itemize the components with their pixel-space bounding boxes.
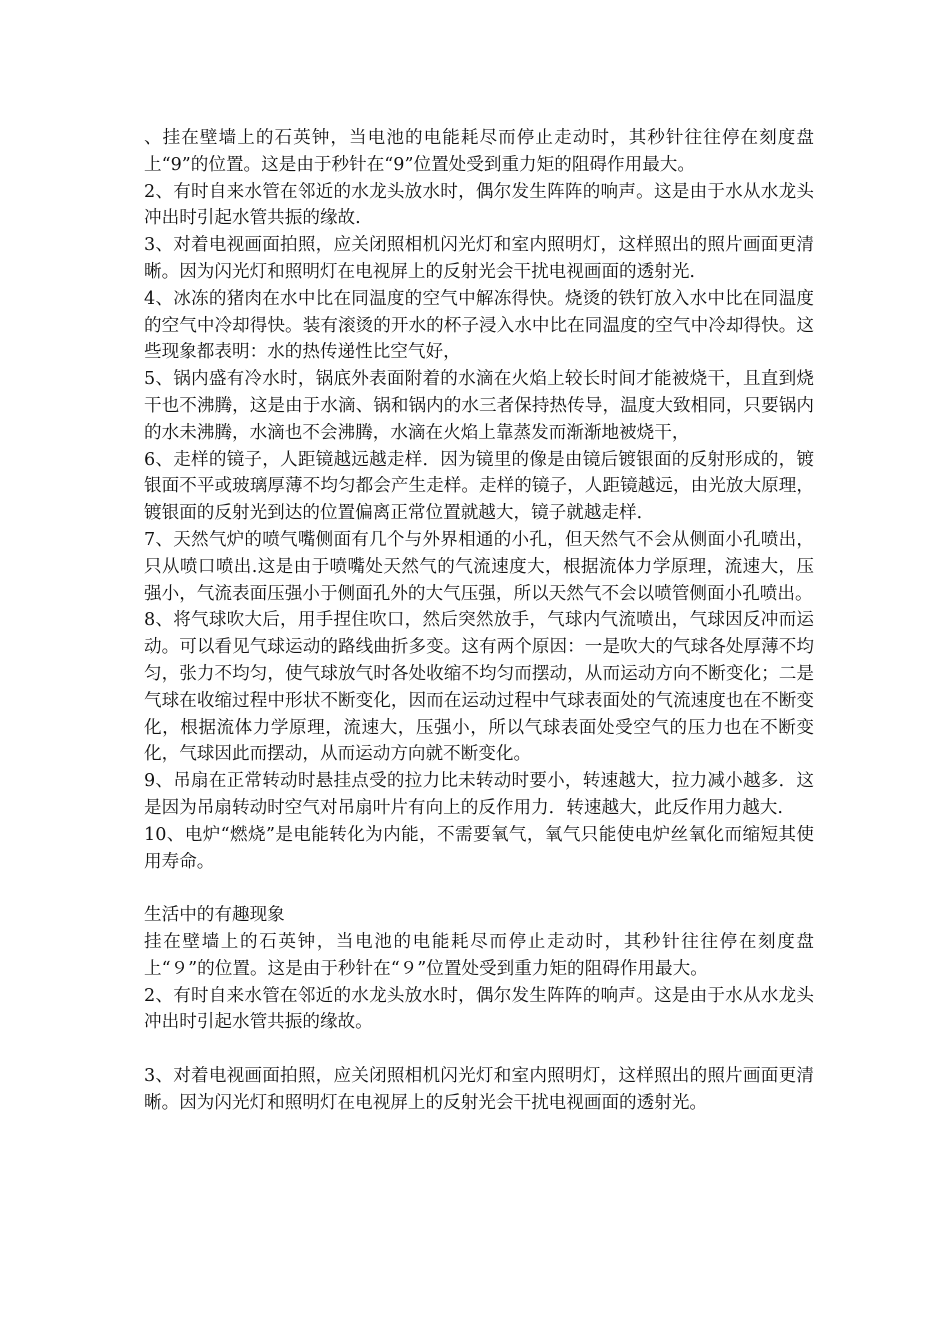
section-title: 生活中的有趣现象 [144, 905, 285, 926]
section-paragraph-3: 3、对着电视画面拍照，应关闭照相机闪光灯和室内照明灯，这样照出的照片画面更清晰。因为闪光灯和照明灯在电视屏上的反射光会干扰电视画面的透射光。 [144, 1065, 814, 1113]
section-paragraph-1: 挂在壁墙上的石英钟，当电池的电能耗尽而停止走动时，其秒针往往停在刻度盘上“９”的位置。这是由于秒针在“９”位置处受到重力矩的阻碍作用最大。 [144, 931, 814, 979]
paragraph-8: 8、将气球吹大后，用手捏住吹口，然后突然放手，气球内气流喷出，气球因反冲而运动。可以看见气球运动的路线曲折多变。这有两个原因：一是吹大的气球各处厚薄不均匀，张力不均匀，使气球放气时各处收缩不均匀而摆动，从而运动方向不断变化；二是气球在收缩过程中形状不断变化，因而在运动过程中气球表面处的气流速度也在不断变化，根据流体力学原理，流速大，压强小，所以气球表面处受空气的压力也在不断变化，气球因此而摆动，从而运动方向就不断变化。 [144, 610, 814, 765]
paragraph-7: 7、天然气炉的喷气嘴侧面有几个与外界相通的小孔，但天然气不会从侧面小孔喷出， 只从喷口喷出.这是由于喷嘴处天然气的气流速度大，根据流体力学原理，流速大，压强小，气流表面压强小于侧面孔外的大气压强，所以天然气不会以喷管侧面小孔喷出。 [144, 529, 814, 604]
paragraph-2: 2、有时自来水管在邻近的水龙头放水时，偶尔发生阵阵的响声。这是由于水从水龙头冲出时引起水管共振的缘故. [144, 181, 814, 229]
paragraph-5: 5、锅内盛有冷水时，锅底外表面附着的水滴在火焰上较长时间才能被烧干，且直到烧干也不沸腾，这是由于水滴、锅和锅内的水三者保持热传导，温度大致相同，只要锅内的水未沸腾，水滴也不会沸腾，水滴在火焰上靠蒸发而渐渐地被烧干， [144, 369, 814, 443]
paragraph-9: 9、吊扇在正常转动时悬挂点受的拉力比未转动时要小，转速越大，拉力减小越多．这是因为吊扇转动时空气对吊扇叶片有向上的反作用力．转速越大，此反作用力越大. [144, 771, 814, 818]
paragraph-3: 3、对着电视画面拍照，应关闭照相机闪光灯和室内照明灯，这样照出的照片画面更清晰。因为闪光灯和照明灯在电视屏上的反射光会干扰电视画面的透射光. [144, 235, 814, 282]
blank-line [144, 1036, 814, 1063]
paragraph-10: 10、电炉“燃烧”是电能转化为内能，不需要氧气，氧气只能使电炉丝氧化而缩短其使用寿命。 [144, 824, 814, 872]
section-paragraph-2: 2、有时自来水管在邻近的水龙头放水时，偶尔发生阵阵的响声。这是由于水从水龙头冲出时引起水管共振的缘故。 [144, 985, 814, 1033]
document-page [144, 125, 814, 1116]
paragraph-4: 4、冰冻的猪肉在水中比在同温度的空气中解冻得快。烧烫的铁钉放入水中比在同温度的空气中冷却得快。装有滚烫的开水的杯子浸入水中比在同温度的空气中冷却得快。这些现象都表明：水的热传递性比空气好， [144, 288, 814, 363]
paragraph-6: 6、走样的镜子，人距镜越远越走样．因为镜里的像是由镜后镀银面的反射形成的，镀银面不平或玻璃厚薄不均匀都会产生走样。走样的镜子，人距镜越远，由光放大原理，镀银面的反射光到达的位置偏离正常位置就越大，镜子就越走样． [144, 449, 814, 524]
blank-line [144, 875, 814, 902]
paragraph-1: 、挂在壁墙上的石英钟，当电池的电能耗尽而停止走动时，其秒针往往停在刻度盘上“9”的位置。这是由于秒针在“9”位置处受到重力矩的阻碍作用最大。 [144, 128, 814, 175]
